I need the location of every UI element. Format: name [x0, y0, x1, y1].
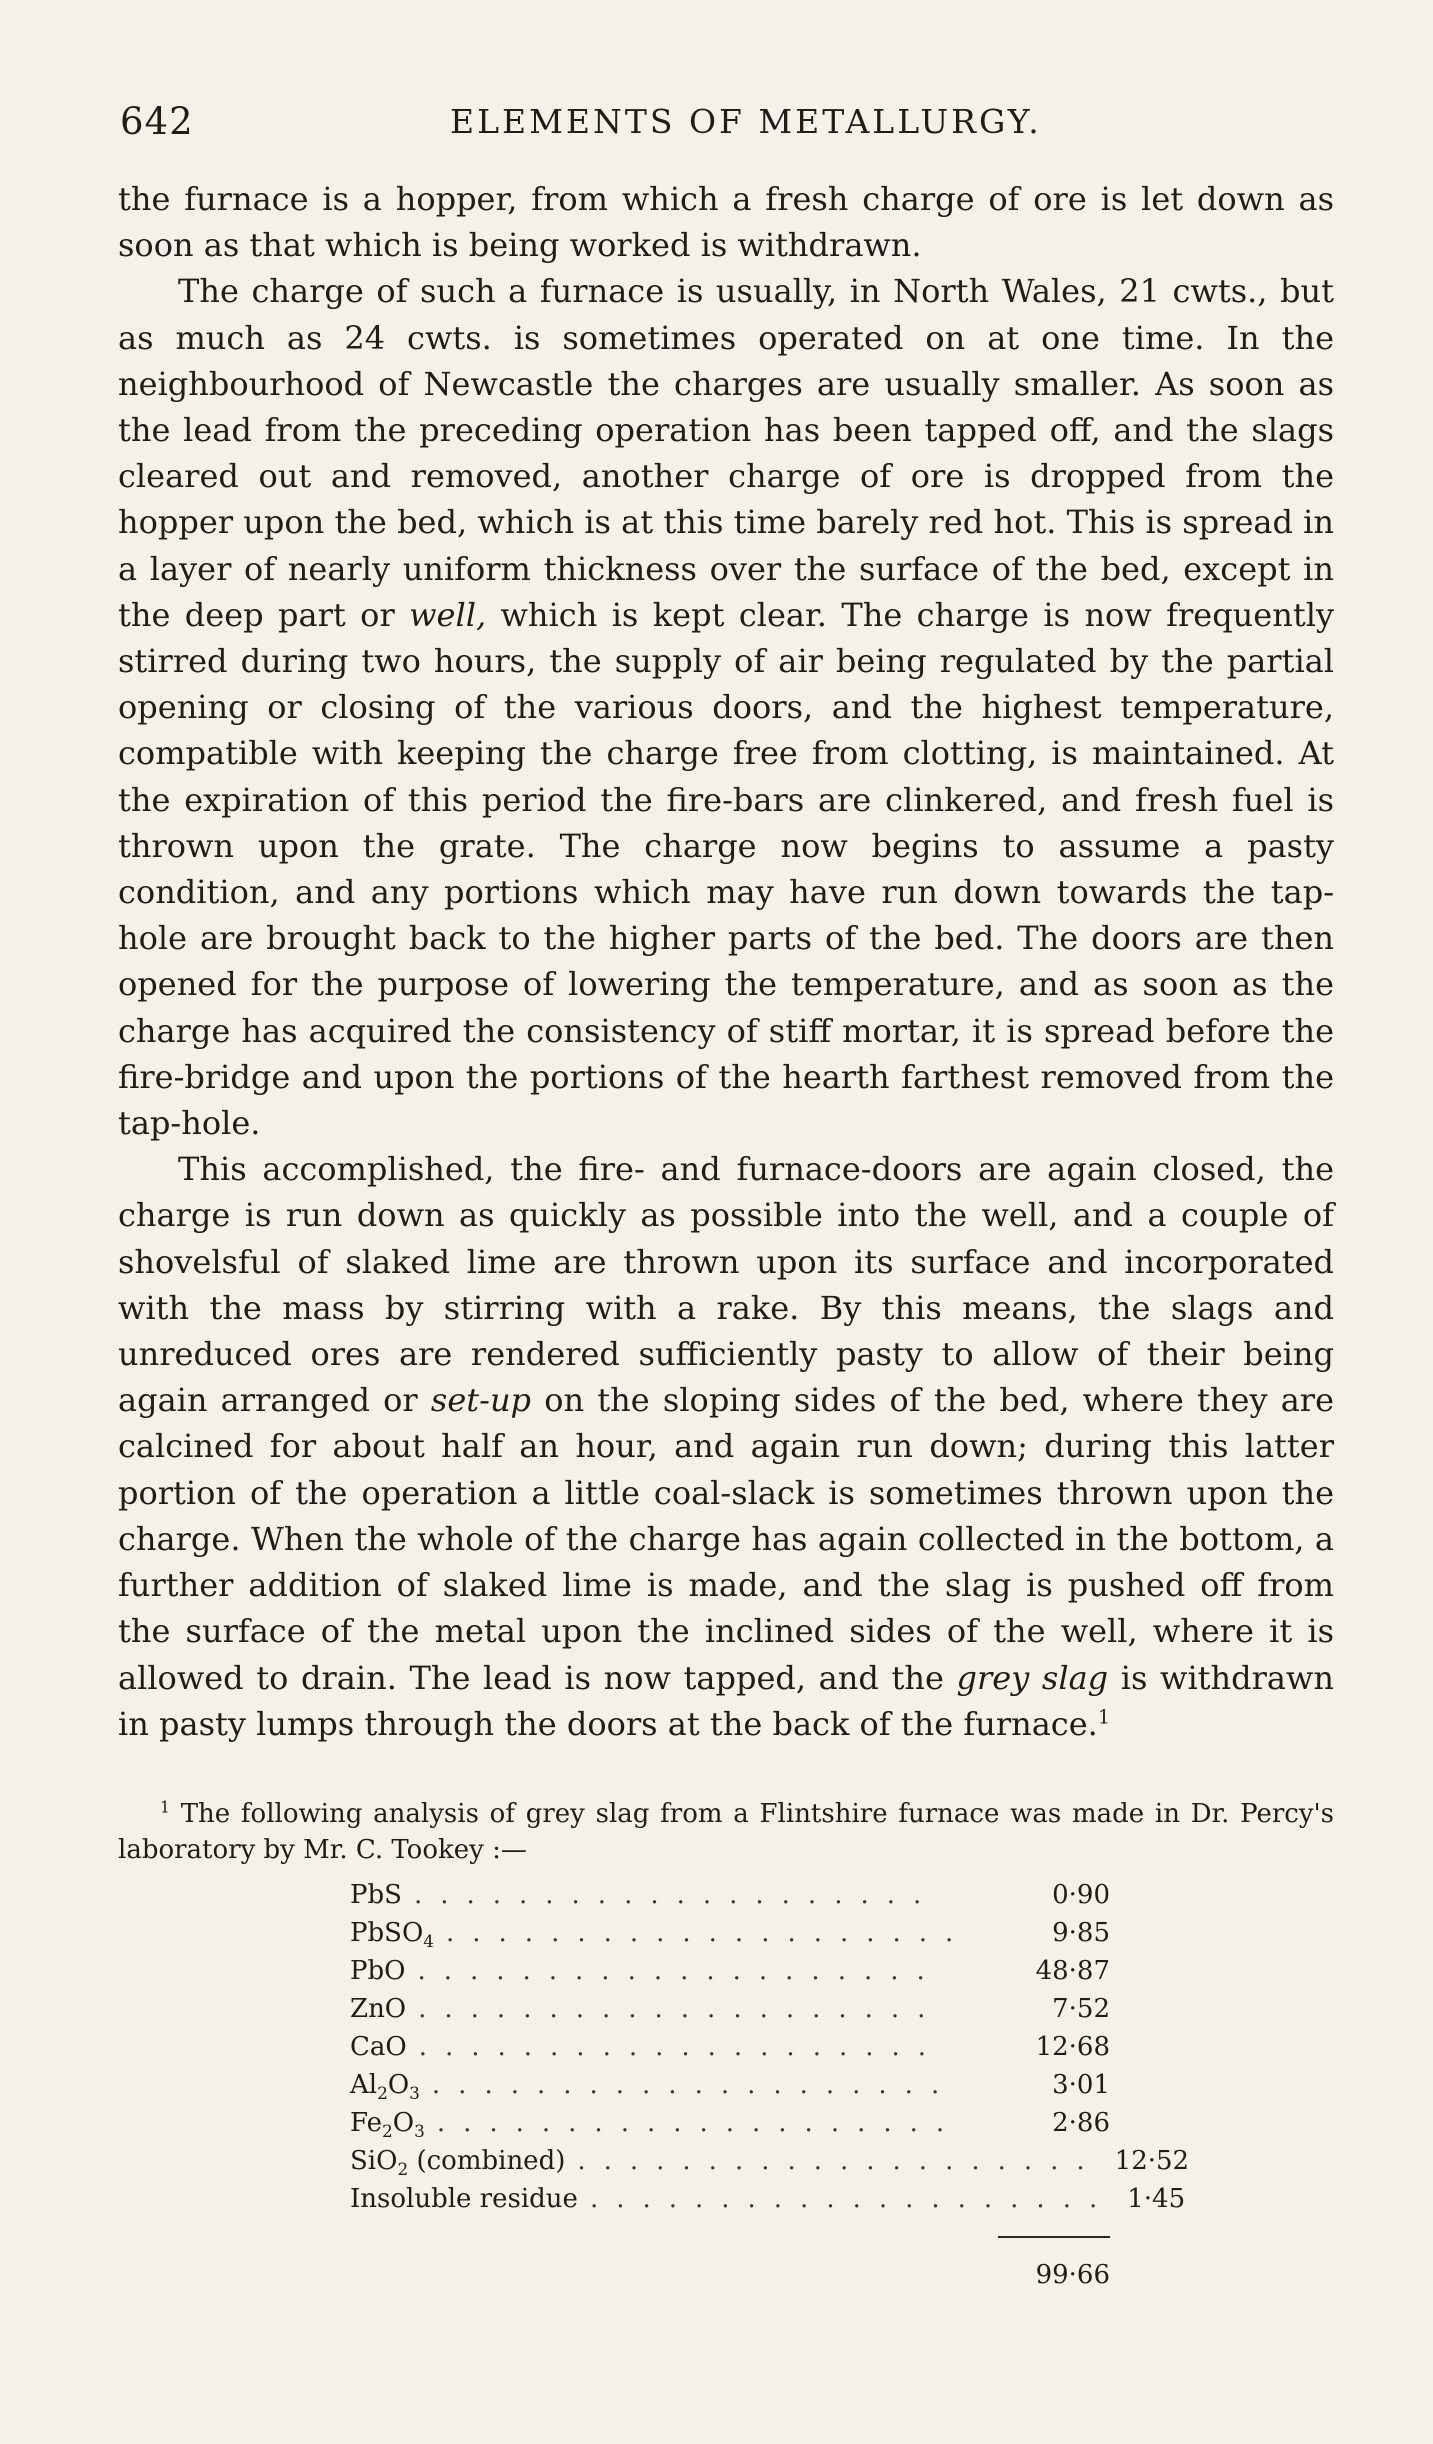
term-grey-slag: grey slag: [956, 1658, 1109, 1697]
paragraph-2: The charge of such a furnace is usually, in North Wales, 21 cwts., but as much as 24 cwts. is sometimes operated on at one time. In the neighbourhood of Newcastle the charges are usually smaller. As soon as the lead from the preceding operation has been tapped off, and the slags cleared out and removed, another charge of ore is dropped from the hopper upon the bed, which is at this time barely red hot. This is spread in a layer of nearly uniform thickness over the surface of the bed, except in the deep part or well, which is kept clear. The charge is now frequently stirred during two hours, the supply of air being regulated by the partial opening or closing of the various doors, and the highest temperature, compatible with keeping the charge free from clotting, is maintained. At the expiration of this period the fire-bars are clinkered, and fresh fuel is thrown upon the grate. The charge now begins to assume a pasty condition, and any portions which may have run down towards the tap-hole are brought back to the higher parts of the bed. The doors are then opened for the purpose of lowering the temperature, and as soon as the charge has acquired the consistency of stiff mortar, it is spread before the fire-bridge and upon the portions of the hearth farthest removed from the tap-hole.: [118, 272, 1335, 1143]
analysis-row-pbso4: [350, 1914, 1110, 1952]
compound-value: 3·01: [1052, 2070, 1110, 2100]
analysis-row-pbo: [350, 1952, 1110, 1990]
analysis-row-al2o3: [350, 2066, 1110, 2104]
compound-label: CaO: [350, 2032, 407, 2062]
dot-leader: ....................: [446, 1918, 972, 1948]
dot-leader: ....................: [436, 2108, 963, 2138]
dot-leader: ....................: [413, 1880, 940, 1910]
analysis-total-row: [350, 2260, 1110, 2290]
footnote-marker: 1: [160, 1798, 170, 1817]
compound-value: 2·86: [1052, 2108, 1110, 2138]
compound-value: 9·85: [1052, 1918, 1110, 1948]
compound-label: $Fe_2O_3$: [350, 2108, 425, 2142]
footnote: [118, 1796, 1334, 1868]
dot-leader: ....................: [589, 2184, 1116, 2214]
paragraph-3: This accomplished, the fire- and furnace-doors are again closed, the charge is run down as quickly as possible into the well, and a couple of shovelsful of slaked lime are thrown upon its surface and incorporated with the mass by stirring with a rake. By this means, the slags and unreduced ores are rendered sufficiently pasty to allow of their being again arranged or set-up on the sloping sides of the bed, where they are calcined for about half an hour, and again run down; during this latter portion of the operation a little coal-slack is sometimes thrown upon the charge. When the whole of the charge has again collected in the bottom, a further addition of slaked lime is made, and the slag is pushed off from the surface of the metal upon the inclined sides of the well, where it is allowed to drain. The lead is now tapped, and the grey slag is withdrawn in pasty lumps through the doors at the back of the furnace.$^1$: [118, 1150, 1335, 1743]
compound-value: 7·52: [1052, 1994, 1110, 2024]
analysis-row-pbs: [350, 1876, 1110, 1914]
analysis-row-cao: [350, 2028, 1110, 2066]
compound-label: PbSO$_4$: [350, 1918, 435, 1952]
compound-label: $Al_2O_3$: [350, 2070, 420, 2104]
compound-value: 12·68: [1035, 2032, 1110, 2062]
term-set-up: set-up: [430, 1381, 532, 1420]
compound-label: SiO$_2$ (combined): [350, 2146, 566, 2180]
compound-value: 12·52: [1114, 2146, 1190, 2176]
dot-leader: ....................: [418, 1994, 944, 2024]
analysis-row-insoluble: [350, 2180, 1186, 2218]
dot-leader: ....................: [418, 2032, 945, 2062]
page-header: [120, 100, 1330, 156]
dot-leader: ....................: [577, 2146, 1103, 2176]
dot-leader: ....................: [417, 1956, 943, 1986]
compound-value: 1·45: [1127, 2184, 1186, 2214]
compound-value: 0·90: [1052, 1880, 1110, 1910]
running-title: ELEMENTS OF METALLURGY.: [450, 102, 1042, 141]
compound-value: 48·87: [1035, 1956, 1110, 1986]
total-rule: [998, 2236, 1110, 2238]
analysis-total: 99·66: [1035, 2260, 1110, 2290]
compound-label: Insoluble residue: [350, 2184, 578, 2214]
page-number: 642: [120, 100, 194, 143]
compound-label: PbS: [350, 1880, 402, 1910]
footnote-text: The following analysis of grey slag from a Flintshire furnace was made in Dr. Percy's laboratory by Mr. C. Tookey :—: [118, 1799, 1335, 1865]
body-text: [118, 176, 1334, 1747]
dot-leader: ....................: [431, 2070, 958, 2100]
slag-analysis-table: [350, 1876, 1190, 2290]
analysis-row-fe2o3: [350, 2104, 1110, 2142]
analysis-row-zno: [350, 1990, 1110, 2028]
paragraph-1: the furnace is a hopper, from which a fresh charge of ore is let down as soon as that which is being worked is withdrawn.: [118, 180, 1334, 265]
analysis-row-sio2: [350, 2142, 1190, 2180]
compound-label: ZnO: [350, 1994, 407, 2024]
footnote-reference: 1: [1097, 1705, 1111, 1729]
term-well: well,: [409, 595, 487, 634]
compound-label: PbO: [350, 1956, 406, 1986]
